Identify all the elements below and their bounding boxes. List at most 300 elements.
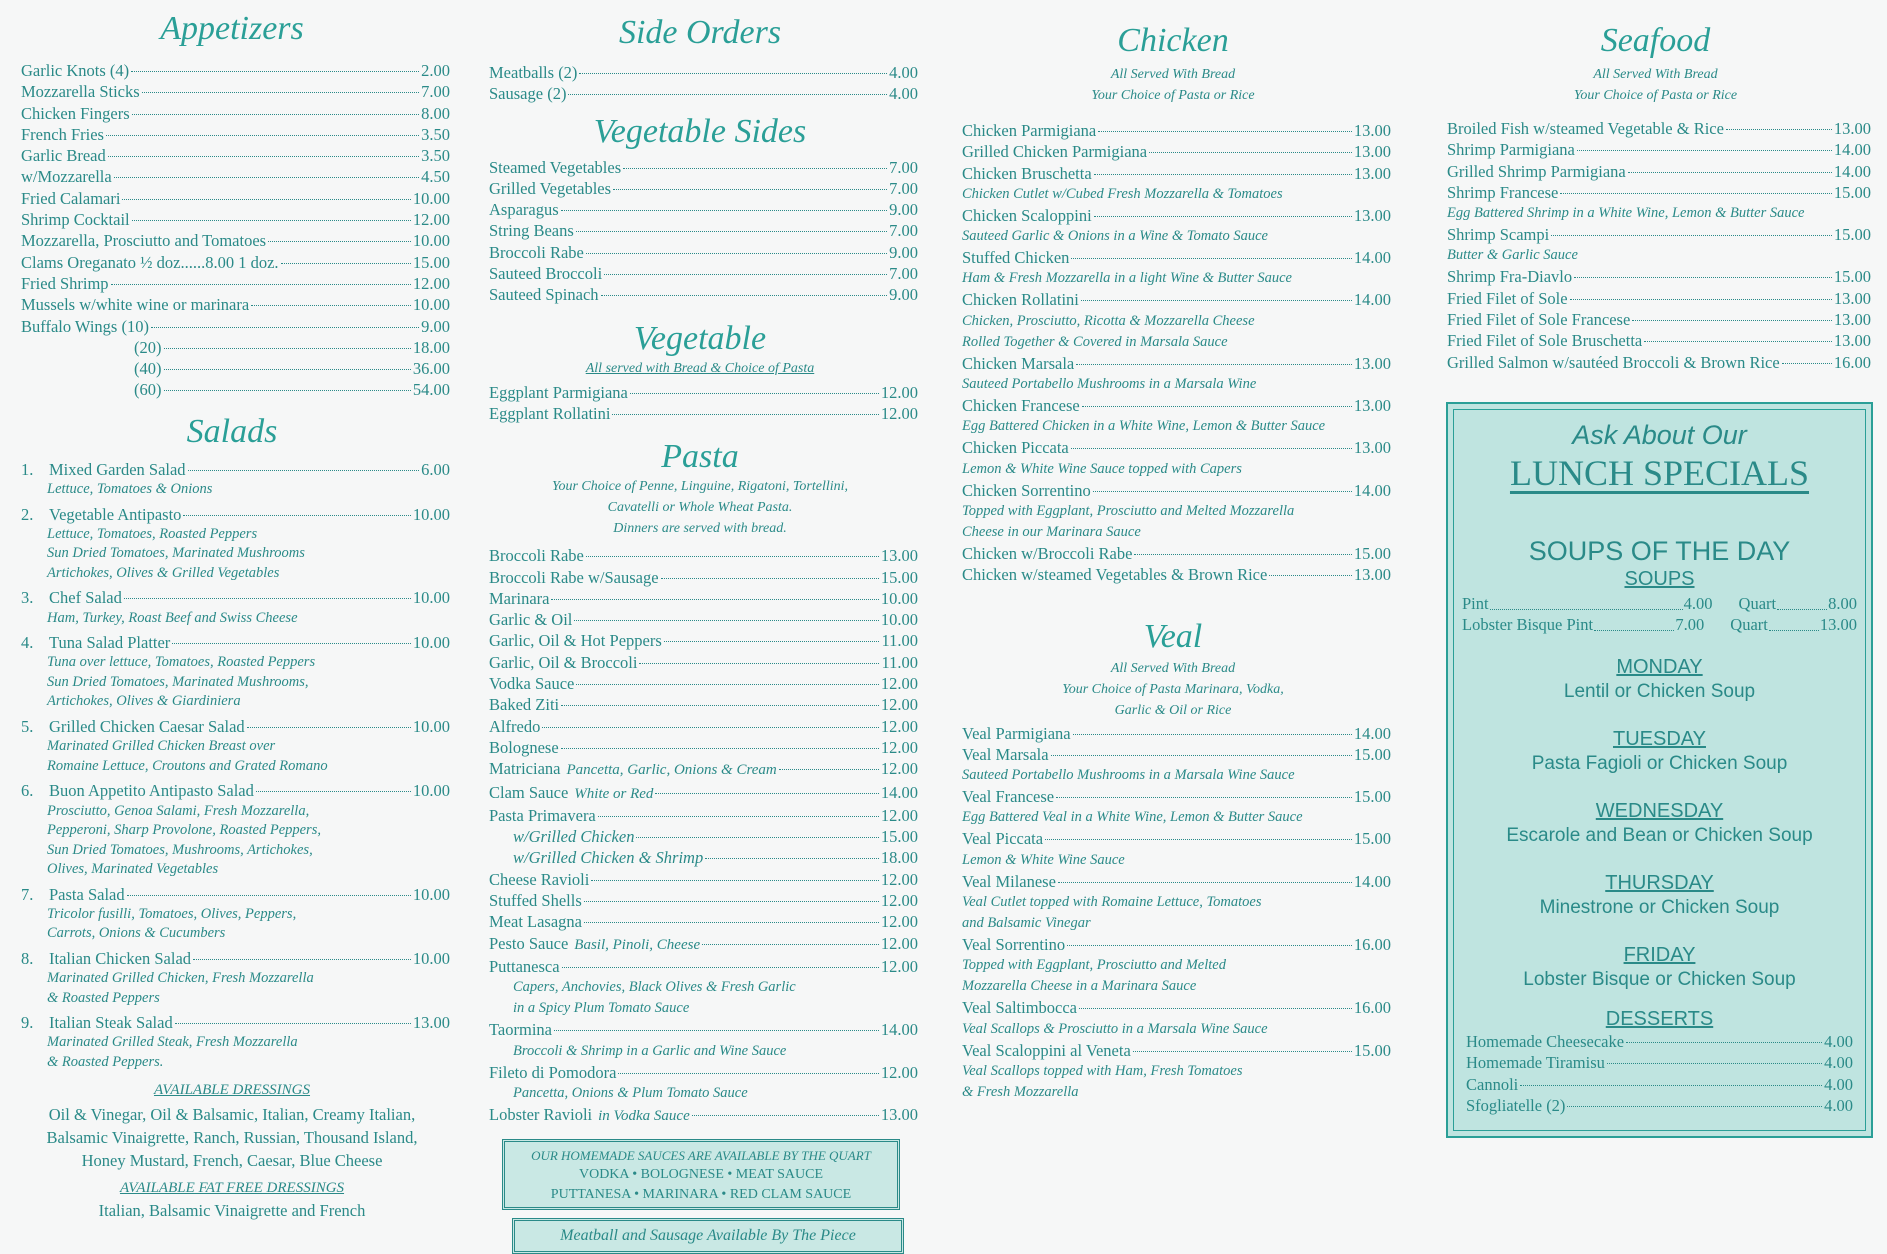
soups-label: SOUPS xyxy=(1624,568,1695,590)
dot-leader xyxy=(151,327,419,328)
salad-item xyxy=(21,948,450,969)
item-price: 14.00 xyxy=(1353,290,1391,310)
appetizer-item xyxy=(21,124,450,145)
dot-leader xyxy=(256,791,411,792)
item-price: 10.00 xyxy=(412,188,450,208)
chicken-list xyxy=(955,120,1391,586)
dot-leader xyxy=(591,880,879,881)
dot-leader xyxy=(692,1115,879,1116)
item-description: Topped with Eggplant, Prosciutto and Melted xyxy=(962,957,1226,974)
note-line: Your Choice of Penne, Linguine, Rigatoni, Tortellini, xyxy=(551,479,849,495)
dot-leader xyxy=(1133,1051,1352,1052)
description-line: Artichokes, Olives & Giardiniera xyxy=(47,693,241,710)
item-price: 15.00 xyxy=(1353,829,1391,849)
dot-leader xyxy=(1777,589,1827,610)
item-price: 12.00 xyxy=(880,912,918,932)
seafood-list xyxy=(1440,118,1871,373)
chicken-item xyxy=(962,163,1391,184)
item-price: 13.00 xyxy=(1833,119,1871,138)
item-price: 14.00 xyxy=(1353,480,1391,500)
wings-item xyxy=(134,358,450,379)
item-name: Baked Ziti xyxy=(489,695,560,715)
dot-leader xyxy=(111,284,411,285)
item-name: Sausage (2) xyxy=(489,84,567,104)
item-name: (60) xyxy=(134,380,162,400)
salad-description xyxy=(21,905,450,944)
dressings-list xyxy=(14,1103,450,1172)
chicken-item xyxy=(962,543,1391,564)
salad-description xyxy=(21,653,450,712)
day-soup: Lobster Bisque or Chicken Soup xyxy=(1523,969,1796,990)
pasta-item xyxy=(489,567,918,588)
item-price: 13.00 xyxy=(1353,142,1391,162)
description-line: Tricolor fusilli, Tomatoes, Olives, Peppers, xyxy=(47,905,297,922)
fatfree-title: AVAILABLE FAT FREE DRESSINGS xyxy=(119,1180,345,1197)
item-name: Eggplant Parmigiana xyxy=(489,382,628,402)
dot-leader xyxy=(132,220,411,221)
item-price: 15.00 xyxy=(1833,267,1871,287)
note-line: Cavatelli or Whole Wheat Pasta. xyxy=(607,500,793,516)
pasta-item xyxy=(489,782,918,805)
item-name: Garlic, Oil & Hot Peppers xyxy=(489,631,662,651)
dot-leader xyxy=(618,1073,878,1074)
salad-item xyxy=(21,504,450,525)
item-price: 10.00 xyxy=(412,948,450,968)
item-extra: Basil, Pinoli, Cheese xyxy=(574,936,701,953)
vegetable-side-item xyxy=(489,157,918,178)
item-price: 36.00 xyxy=(412,359,450,379)
dot-leader xyxy=(132,114,420,115)
dot-leader xyxy=(164,390,411,391)
salad-item xyxy=(21,459,450,480)
item-price: 16.00 xyxy=(1353,935,1391,955)
item-name: Broccoli Rabe w/Sausage xyxy=(489,567,659,587)
note-line: All Served With Bread xyxy=(1110,660,1236,676)
description-line: Carrots, Onions & Cucumbers xyxy=(47,925,226,942)
salad-number: 3. xyxy=(21,588,34,608)
dot-leader xyxy=(1560,193,1832,194)
description-line: Romaine Lettuce, Croutons and Grated Romano xyxy=(47,757,328,774)
veal-item xyxy=(962,1040,1391,1061)
pasta-item xyxy=(489,1104,918,1127)
item-price: 12.00 xyxy=(880,759,918,779)
item-name: Shrimp Cocktail xyxy=(21,210,130,230)
day-name: FRIDAY xyxy=(1623,944,1696,966)
item-price: 12.00 xyxy=(880,891,918,911)
description-line: Sun Dried Tomatoes, Mushrooms, Artichokes, xyxy=(47,841,313,858)
item-name: Garlic Bread xyxy=(21,146,106,166)
dot-leader xyxy=(1574,277,1832,278)
vegetable-heading: Vegetable xyxy=(633,319,767,357)
item-name: Chicken Francese xyxy=(962,396,1080,416)
veal-notes xyxy=(955,658,1391,721)
salad-description xyxy=(21,969,450,1008)
dot-leader xyxy=(1073,734,1352,735)
item-price: 12.00 xyxy=(880,956,918,976)
dot-leader xyxy=(1079,1008,1352,1009)
dot-leader xyxy=(1520,1085,1822,1086)
item-price: 4.00 xyxy=(1824,1074,1853,1094)
item-price: 10.00 xyxy=(412,231,450,251)
salad-item xyxy=(21,716,450,737)
item-price: 15.00 xyxy=(1833,182,1871,202)
dot-leader xyxy=(1094,216,1352,217)
dot-leader xyxy=(193,959,411,960)
item-price: 13.00 xyxy=(1353,396,1391,416)
description-line: Sun Dried Tomatoes, Marinated Mushrooms xyxy=(47,545,305,562)
lunch-specials-panel xyxy=(1446,402,1873,1138)
item-name: (40) xyxy=(134,359,162,379)
veal-list xyxy=(955,723,1391,1103)
item-price: 12.00 xyxy=(880,737,918,757)
item-name: Tuna Salad Platter xyxy=(49,633,171,653)
item-name: Fried Filet of Sole xyxy=(1447,288,1568,308)
sauces-box-line1: VODKA • BOLOGNESE • MEAT SAUCE xyxy=(578,1167,824,1183)
item-name: Mozzarella Sticks xyxy=(21,82,140,102)
vegetable-side-item xyxy=(489,178,918,199)
chicken-item xyxy=(962,141,1391,162)
soup-price: 8.00 xyxy=(1828,594,1857,613)
item-description: Topped with Eggplant, Prosciutto and Melted Mozzarella xyxy=(962,502,1295,519)
dot-leader xyxy=(164,348,411,349)
item-name: Fileto di Pomodora xyxy=(489,1062,617,1082)
ask-about-text: Ask About Our xyxy=(1572,420,1747,450)
appetizer-item xyxy=(21,188,450,209)
item-name: Grilled Salmon w/sautéed Broccoli & Brown Rice xyxy=(1447,352,1780,372)
dot-leader xyxy=(164,369,411,370)
appetizer-item xyxy=(21,252,450,273)
dot-leader xyxy=(142,92,419,93)
item-price: 4.00 xyxy=(889,84,918,104)
dressings-title: AVAILABLE DRESSINGS xyxy=(153,1082,311,1099)
item-price: 13.00 xyxy=(412,1013,450,1033)
dot-leader xyxy=(268,241,411,242)
dot-leader xyxy=(601,295,888,296)
dot-leader xyxy=(1632,320,1832,321)
item-price: 14.00 xyxy=(1833,140,1871,160)
soup-size: Pint xyxy=(1462,594,1489,613)
item-name: (20) xyxy=(134,337,162,357)
appetizer-item xyxy=(21,294,450,315)
veal-item xyxy=(962,871,1391,892)
item-price: 12.00 xyxy=(880,695,918,715)
item-price: 12.00 xyxy=(880,1062,918,1082)
dot-leader xyxy=(1082,406,1352,407)
item-price: 12.00 xyxy=(880,869,918,889)
item-price: 11.00 xyxy=(881,631,918,651)
item-price: 14.00 xyxy=(1353,723,1391,743)
soup-price: 4.00 xyxy=(1683,594,1713,613)
spacer xyxy=(1704,614,1730,635)
dot-leader xyxy=(1594,610,1674,631)
dot-leader xyxy=(561,748,879,749)
side-order-item xyxy=(489,62,918,83)
item-extra: White or Red xyxy=(574,785,654,802)
pasta-item xyxy=(489,545,918,566)
item-description: Sauteed Garlic & Onions in a Wine & Tomato Sauce xyxy=(962,228,1268,245)
item-price: 13.00 xyxy=(1353,565,1391,585)
item-price: 10.00 xyxy=(412,504,450,524)
note-line: Garlic & Oil or Rice xyxy=(1114,702,1232,718)
item-name: Asparagus xyxy=(489,200,559,220)
item-price: 7.00 xyxy=(889,178,918,198)
pasta-item xyxy=(489,716,918,737)
item-name: Taormina xyxy=(489,1020,552,1040)
item-name: Buon Appetito Antipasto Salad xyxy=(49,781,254,801)
seafood-item xyxy=(1447,118,1871,139)
item-price: 13.00 xyxy=(1833,310,1871,330)
item-name: Veal Scaloppini al Veneta xyxy=(962,1040,1131,1060)
item-name: Chicken Bruschetta xyxy=(962,163,1092,183)
appetizers-list xyxy=(14,60,450,337)
item-price: 18.00 xyxy=(880,848,918,868)
chicken-item xyxy=(962,437,1391,458)
dot-leader xyxy=(574,620,878,621)
item-name: Chicken Marsala xyxy=(962,353,1075,373)
item-price: 10.00 xyxy=(412,588,450,608)
item-name: Chicken Sorrentino xyxy=(962,480,1091,500)
item-price: 7.00 xyxy=(889,221,918,241)
item-price: 15.00 xyxy=(1353,744,1391,764)
dot-leader xyxy=(131,71,419,72)
salad-description xyxy=(21,1033,450,1072)
salad-number: 4. xyxy=(21,633,34,653)
item-name: Italian Chicken Salad xyxy=(49,948,192,968)
item-price: 9.00 xyxy=(889,200,918,220)
salad-item xyxy=(21,632,450,653)
item-extra: in Vodka Sauce xyxy=(598,1107,690,1124)
day-soup: Minestrone or Chicken Soup xyxy=(1539,897,1780,918)
item-name: Stuffed Shells xyxy=(489,891,582,911)
item-price: 14.00 xyxy=(1353,248,1391,268)
note-line: Your Choice of Pasta Marinara, Vodka, xyxy=(1062,681,1284,697)
pasta-item xyxy=(489,847,918,868)
fatfree-text: Italian, Balsamic Vinaigrette and French xyxy=(98,1201,366,1221)
soups-of-day-title: SOUPS OF THE DAY xyxy=(1528,536,1791,566)
item-price: 14.00 xyxy=(1833,161,1871,181)
item-name: Broccoli Rabe xyxy=(489,242,584,262)
item-price: 12.00 xyxy=(412,210,450,230)
sauces-box-title: OUR HOMEMADE SAUCES ARE AVAILABLE BY THE QUART xyxy=(531,1148,871,1164)
dot-leader xyxy=(630,393,879,394)
item-price: 7.00 xyxy=(889,157,918,177)
item-name: Sauteed Broccoli xyxy=(489,264,603,284)
dot-leader xyxy=(1769,610,1819,631)
item-price: 14.00 xyxy=(880,782,918,802)
description-line: Ham, Turkey, Roast Beef and Swiss Cheese xyxy=(47,609,298,626)
item-name: French Fries xyxy=(21,124,104,144)
veal-heading: Veal xyxy=(1143,617,1203,655)
item-price: 11.00 xyxy=(881,652,918,672)
item-name: Homemade Cheesecake xyxy=(1466,1032,1625,1051)
appetizer-item xyxy=(21,209,450,230)
soup-price-row xyxy=(1462,614,1857,635)
dot-leader xyxy=(247,727,411,728)
item-name: Chicken w/Broccoli Rabe xyxy=(962,543,1133,563)
vegetable-item xyxy=(489,382,918,403)
item-description: Lemon & White Wine Sauce xyxy=(962,851,1125,868)
dot-leader xyxy=(623,168,887,169)
item-price: 10.00 xyxy=(412,884,450,904)
wings-list xyxy=(14,337,450,401)
dot-leader xyxy=(598,816,879,817)
column-appetizers-salads xyxy=(14,0,450,1223)
dot-leader xyxy=(127,895,411,896)
item-description: Cheese in our Marinara Sauce xyxy=(962,523,1141,540)
item-name: w/Grilled Chicken xyxy=(513,827,635,847)
chicken-heading: Chicken xyxy=(1117,22,1229,59)
pasta-item xyxy=(489,1062,918,1083)
item-price: 13.00 xyxy=(880,1104,918,1124)
dot-leader xyxy=(1490,589,1683,610)
dot-leader xyxy=(1071,258,1351,259)
description-line: Olives, Marinated Vegetables xyxy=(47,861,219,878)
pasta-item xyxy=(489,758,918,781)
item-price: 10.00 xyxy=(412,716,450,736)
description-line: Tuna over lettuce, Tomatoes, Roasted Peppers xyxy=(47,654,316,671)
pasta-item xyxy=(489,588,918,609)
item-name: Shrimp Scampi xyxy=(1447,225,1550,245)
day-name: TUESDAY xyxy=(1613,728,1706,750)
note-line: Your Choice of Pasta or Rice xyxy=(1091,88,1255,103)
dot-leader xyxy=(1628,172,1832,173)
item-description: and Balsamic Vinegar xyxy=(962,915,1091,932)
pasta-item xyxy=(489,826,918,847)
spacer xyxy=(1713,593,1739,614)
wings-item xyxy=(134,379,450,400)
item-description: Veal Cutlet topped with Romaine Lettuce, Tomatoes xyxy=(962,894,1262,911)
dot-leader xyxy=(188,470,420,471)
column-chicken-veal xyxy=(955,0,1391,1103)
item-name: Steamed Vegetables xyxy=(489,157,622,177)
dot-leader xyxy=(561,210,887,211)
pasta-item xyxy=(489,694,918,715)
side-order-item xyxy=(489,83,918,104)
item-description: & Fresh Mozzarella xyxy=(962,1083,1079,1100)
dot-leader xyxy=(1607,1063,1822,1064)
pasta-item xyxy=(489,1019,918,1040)
dessert-item xyxy=(1466,1031,1853,1052)
sauces-box-line2: PUTTANESA • MARINARA • RED CLAM SAUCE xyxy=(550,1187,852,1203)
description-line: & Roasted Peppers xyxy=(47,989,160,1006)
item-price: 13.00 xyxy=(880,546,918,566)
item-price: 10.00 xyxy=(880,610,918,630)
item-name: Sfogliatelle (2) xyxy=(1466,1095,1566,1115)
wings-item xyxy=(134,337,450,358)
salad-item xyxy=(21,884,450,905)
item-price: 15.00 xyxy=(1833,225,1871,245)
note-line: All Served With Bread xyxy=(1110,67,1236,82)
veal-item xyxy=(962,934,1391,955)
item-description: Ham & Fresh Mozzarella in a light Wine & Butter Sauce xyxy=(962,270,1292,287)
item-name: Cannoli xyxy=(1466,1074,1519,1094)
vegetable-side-item xyxy=(489,220,918,241)
appetizer-item xyxy=(21,81,450,102)
item-name: Grilled Chicken Parmigiana xyxy=(962,142,1148,162)
dot-leader xyxy=(586,556,879,557)
seafood-item xyxy=(1447,161,1871,182)
chicken-item xyxy=(962,564,1391,585)
item-price: 13.00 xyxy=(1833,288,1871,308)
item-name: Grilled Shrimp Parmigiana xyxy=(1447,161,1626,181)
description-line: Lettuce, Tomatoes & Onions xyxy=(47,481,213,498)
item-name: Chicken w/steamed Vegetables & Brown Rice xyxy=(962,565,1268,585)
item-name: Clams Oreganato ½ doz......8.00 1 doz. xyxy=(21,252,279,272)
vegetable-side-item xyxy=(489,199,918,220)
seafood-item xyxy=(1447,139,1871,160)
description-line: Marinated Grilled Chicken, Fresh Mozzarella xyxy=(47,970,314,987)
chicken-item xyxy=(962,205,1391,226)
item-name: Meatballs (2) xyxy=(489,63,578,82)
dot-leader xyxy=(661,578,879,579)
pasta-item xyxy=(489,956,918,977)
item-name: String Beans xyxy=(489,221,574,241)
description-line: Lettuce, Tomatoes, Roasted Peppers xyxy=(47,525,258,542)
item-price: 9.00 xyxy=(421,316,450,336)
item-name: Vodka Sauce xyxy=(489,674,575,694)
side-orders-heading: Side Orders xyxy=(618,14,782,51)
item-price: 10.00 xyxy=(412,633,450,653)
pasta-item xyxy=(489,869,918,890)
salad-item xyxy=(21,780,450,801)
item-price: 54.00 xyxy=(412,380,450,400)
item-name: Chef Salad xyxy=(49,588,122,608)
dot-leader xyxy=(1567,1106,1822,1107)
item-name: Clam Sauce xyxy=(489,782,569,802)
dot-leader xyxy=(106,135,419,136)
vegetable-item xyxy=(489,403,918,424)
vegetable-side-item xyxy=(489,242,918,263)
pasta-item xyxy=(489,630,918,651)
salad-item xyxy=(21,587,450,608)
pasta-item xyxy=(489,673,918,694)
item-price: 3.50 xyxy=(421,146,450,166)
dot-leader xyxy=(639,663,879,664)
item-price: 15.00 xyxy=(880,827,918,847)
appetizer-item xyxy=(21,60,450,81)
item-name: w/Grilled Chicken & Shrimp xyxy=(513,848,704,868)
soup-price: 7.00 xyxy=(1675,615,1705,634)
note-line: Your Choice of Pasta or Rice xyxy=(1573,88,1738,103)
dot-leader xyxy=(551,599,878,600)
dot-leader xyxy=(1051,755,1352,756)
desserts-label: DESSERTS xyxy=(1605,1008,1714,1030)
pasta-notes xyxy=(482,476,918,539)
item-price: 18.00 xyxy=(412,337,450,357)
pasta-item xyxy=(489,933,918,956)
item-name: Matriciana xyxy=(489,759,561,779)
seafood-item xyxy=(1447,182,1871,203)
day-soup: Lentil or Chicken Soup xyxy=(1563,681,1756,702)
dot-leader xyxy=(604,274,887,275)
description-line: Prosciutto, Genoa Salami, Fresh Mozzarella, xyxy=(47,802,310,819)
dessert-item xyxy=(1466,1095,1853,1116)
item-description: Egg Battered Veal in a White Wine, Lemon & Butter Sauce xyxy=(962,809,1303,826)
item-description: Mozzarella Cheese in a Marinara Sauce xyxy=(962,978,1197,995)
pasta-item xyxy=(489,890,918,911)
dot-leader xyxy=(1626,1042,1822,1043)
item-name: Veal Sorrentino xyxy=(962,935,1066,955)
item-price: 9.00 xyxy=(889,285,918,305)
dot-leader xyxy=(584,922,879,923)
veal-item xyxy=(962,786,1391,807)
veal-item xyxy=(962,723,1391,744)
appetizer-item xyxy=(21,103,450,124)
soup-prices xyxy=(1462,593,1857,635)
item-price: 7.00 xyxy=(421,82,450,102)
soup-size: Quart xyxy=(1730,615,1768,634)
item-description: Egg Battered Shrimp in a White Wine, Lemon & Butter Sauce xyxy=(1447,205,1805,222)
